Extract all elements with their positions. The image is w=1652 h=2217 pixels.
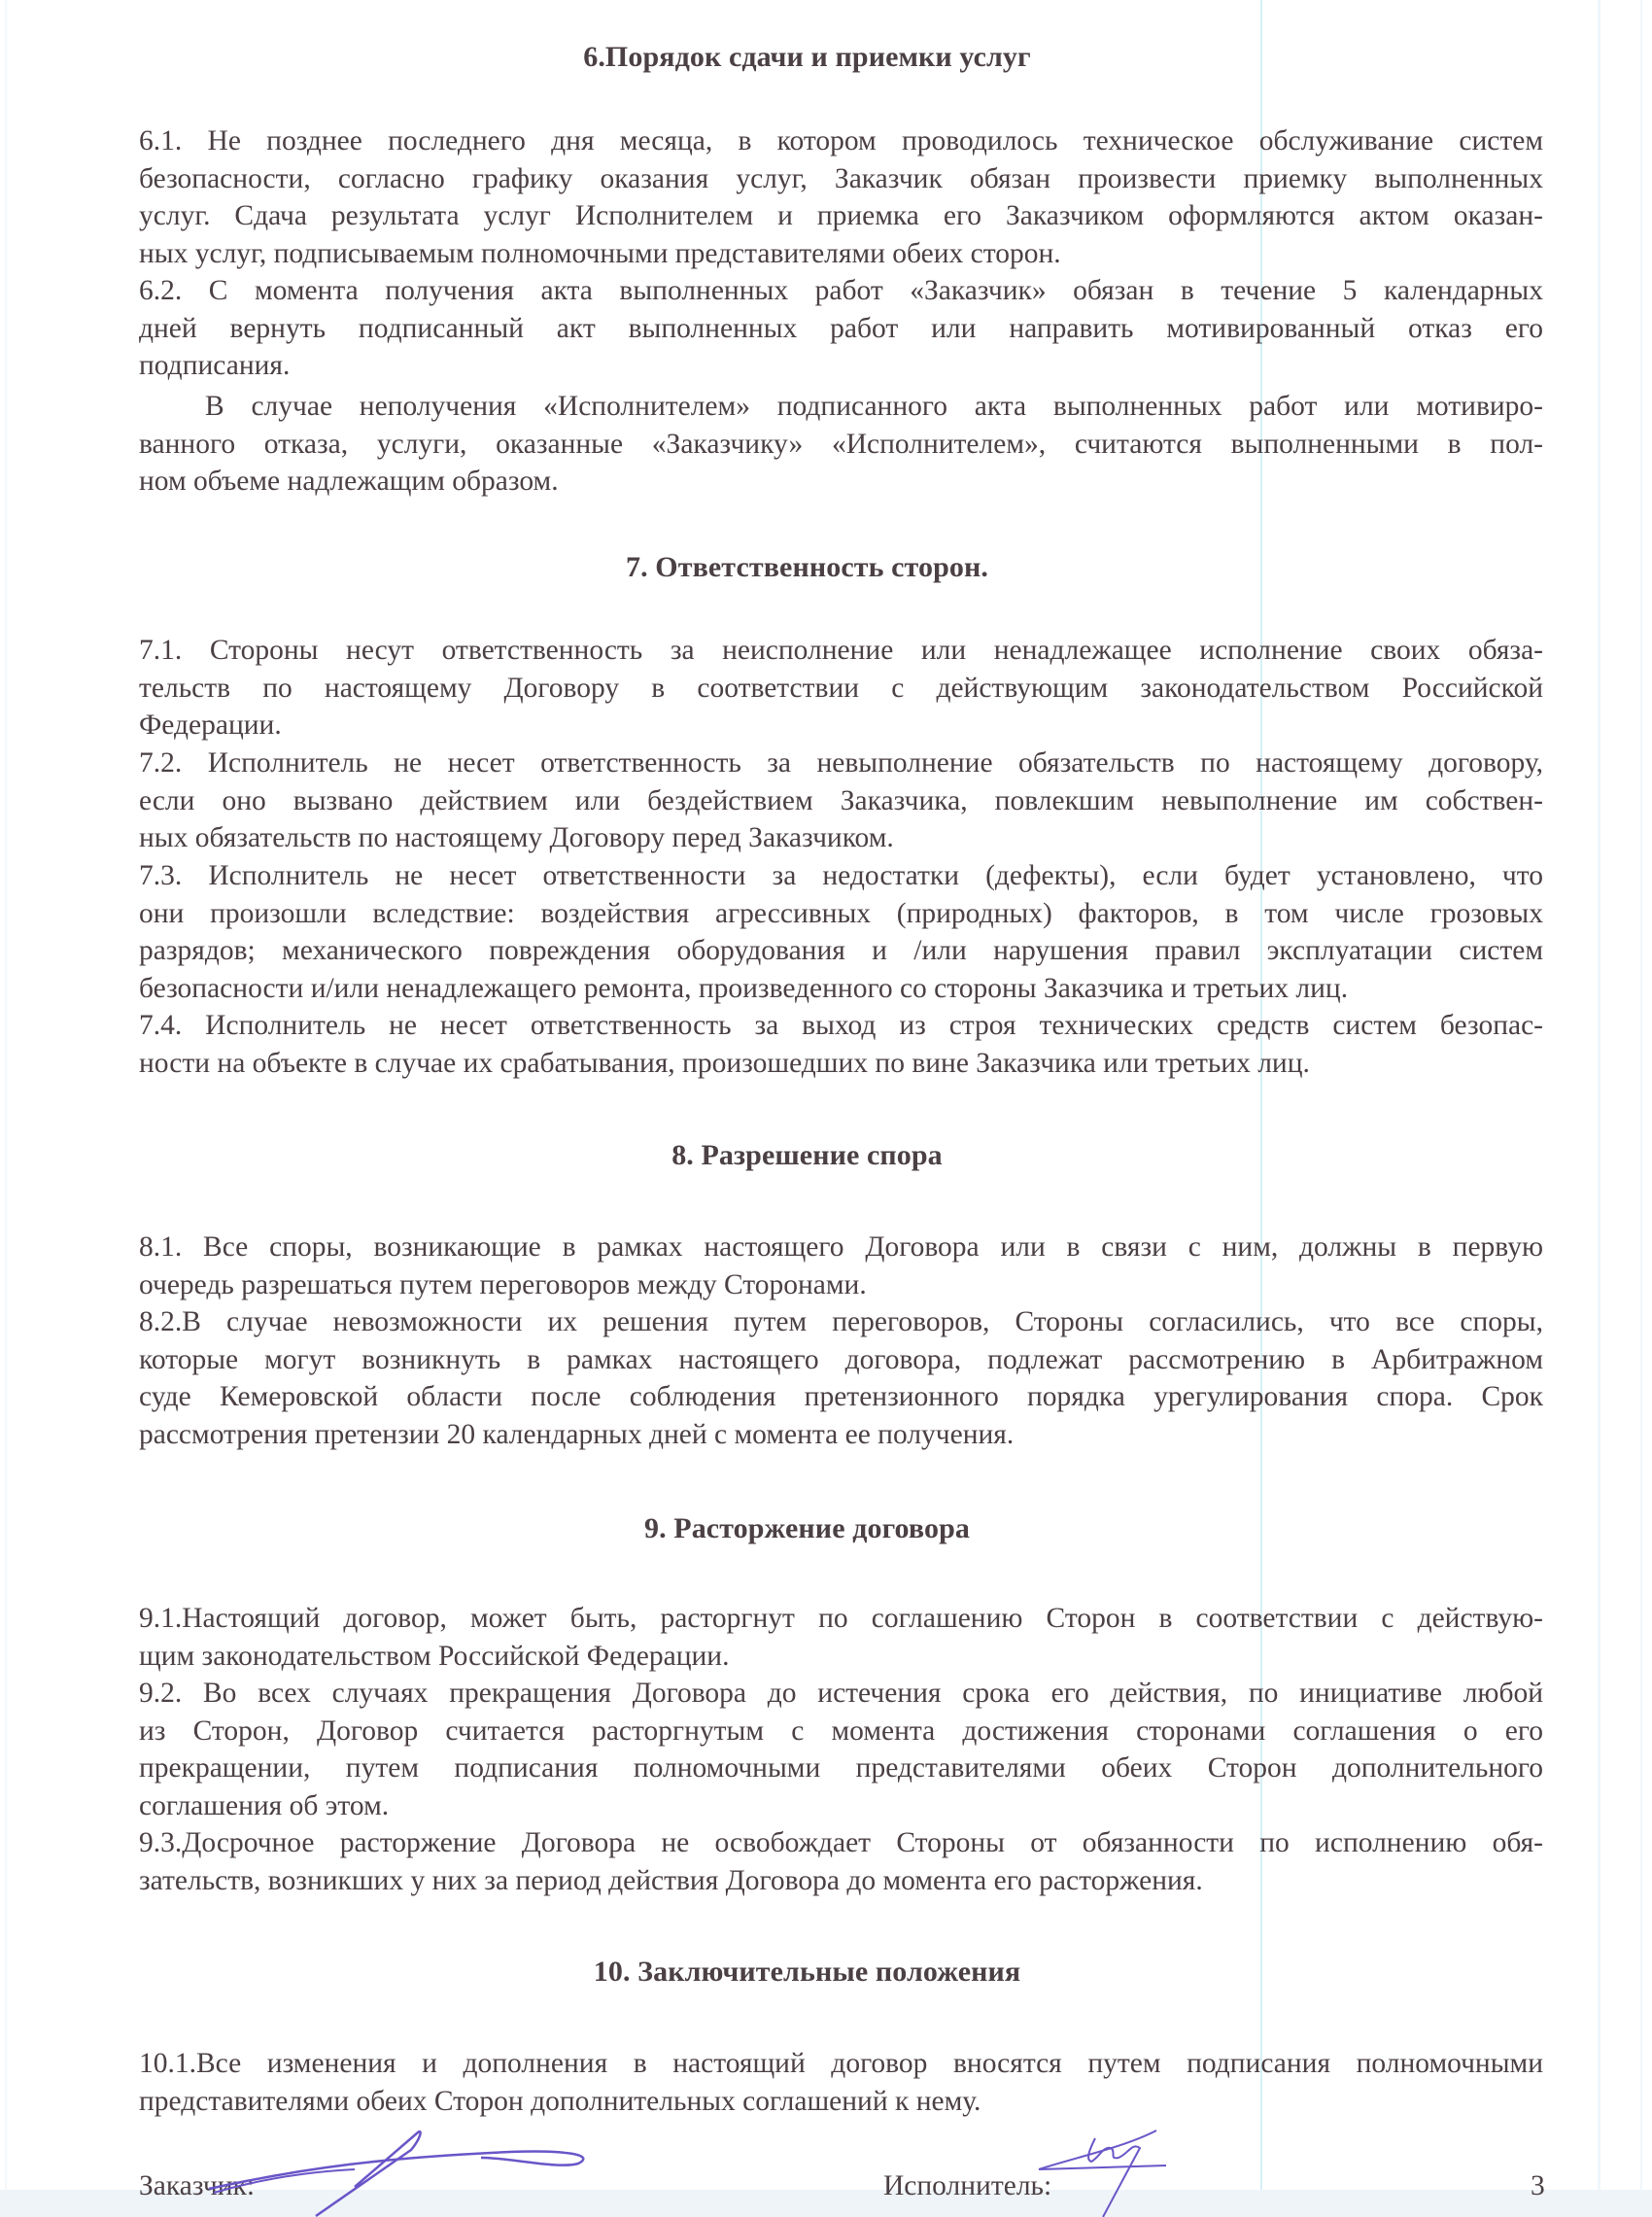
page-number: 3 xyxy=(1531,2170,1545,2201)
clause-7-3: 7.3. Исполнитель не несет ответственности за недостатки (дефекты), если будет установлено, что они произошли вследствие: воздействия агрессивных (природных) факторов, в том числе грозовых разрядов; механического повреждения оборудования и /или нарушения правил эксплуатации систем безопасности и/или ненадлежащего ремонта, произведенного со стороны Заказчика и третьих лиц. xyxy=(139,860,1543,1004)
scan-edge-line xyxy=(5,0,7,2217)
clause-7-4: 7.4. Исполнитель не несет ответственность за выход из строя технических средств систем безопас- ности на объекте в случае их срабатывания, произошедших по вине Заказчика или третьих лиц. xyxy=(139,1010,1543,1079)
section-6-heading: 6.Порядок сдачи и приемки услуг xyxy=(583,41,1031,73)
clause-7-2: 7.2. Исполнитель не несет ответственность за невыполнение обязательств по настоящему договору, если оно вызвано действием или бездействием Заказчика, повлекшим невыполнение им собствен- ных обязательств по настоящему Договору перед Заказчиком. xyxy=(139,747,1543,853)
customer-signature xyxy=(189,2129,656,2217)
contractor-signature xyxy=(1035,2129,1181,2217)
clause-9-1: 9.1.Настоящий договор, может быть, расторгнут по соглашению Сторон в соответствии с действую- щим законодательством Российской Федерации. xyxy=(139,1603,1543,1672)
clause-9-3: 9.3.Досрочное расторжение Договора не освобождает Стороны от обязанности по исполнению обя- зательств, возникших у них за период действия Договора до момента его расторжения. xyxy=(139,1827,1543,1896)
clause-7-1: 7.1. Стороны несут ответственность за неисполнение или ненадлежащее исполнение своих обяза- тельств по настоящему Договору в соответствии с действующим законодательством Российской Федерации. xyxy=(139,635,1543,741)
section-9-heading: 9. Расторжение договора xyxy=(643,1512,970,1544)
clause-8-1: 8.1. Все споры, возникающие в рамках настоящего Договора или в связи с ним, должны в первую очередь разрешаться путем переговоров между Сторонами. xyxy=(139,1231,1543,1300)
clause-6-2: 6.2. С момента получения акта выполненных работ «Заказчик» обязан в течение 5 календарных дней вернуть подписанный акт выполненных работ или направить мотивированный отказ его подписания. xyxy=(139,275,1543,381)
scan-edge-line xyxy=(1598,0,1600,2217)
clause-8-2: 8.2.В случае невозможности их решения путем переговоров, Стороны согласились, что все споры, которые могут возникнуть в рамках настоящего договора, подлежат рассмотрению в Арбитражном суде Кемеровской области после соблюдения претензионного порядка урегулирования спора. Срок рассмотрения претензии 20 календарных дней с момента ее получения. xyxy=(139,1306,1543,1450)
clause-6-2-note: В случае неполучения «Исполнителем» подписанного акта выполненных работ или мотивиро- ванного отказа, услуги, оказанные «Заказчику» «Исполнителем», считаются выполненными в пол- ном объеме надлежащим образом. xyxy=(139,391,1543,497)
section-8-heading: 8. Разрешение спора xyxy=(671,1139,943,1171)
contractor-label: Исполнитель: xyxy=(883,2170,1052,2201)
clause-6-1: 6.1. Не позднее последнего дня месяца, в котором проводилось техническое обслуживание систем безопасности, согласно графику оказания услуг, Заказчик обязан произвести приемку выполненных услуг. Сдача результата услуг Исполнителем и приемка его Заказчиком оформляются актом оказан- ных услуг, подписываемым полномочными представителями обеих сторон. xyxy=(139,125,1543,269)
clause-10-1: 10.1.Все изменения и дополнения в настоящий договор вносятся путем подписания полномочными представителями обеих Сторон дополнительных соглашений к нему. xyxy=(139,2048,1543,2117)
section-7-heading: 7. Ответственность сторон. xyxy=(626,551,988,583)
scan-edge-line xyxy=(1640,0,1642,2217)
section-10-heading: 10. Заключительные положения xyxy=(593,1956,1021,1988)
customer-label: Заказчик: xyxy=(139,2170,256,2201)
clause-9-2: 9.2. Во всех случаях прекращения Договора до истечения срока его действия, по инициативе любой из Сторон, Договор считается расторгнутым с момента достижения сторонами соглашения о его прекращении, путем подписания полномочными представителями обеих Сторон дополнительного соглашения об этом. xyxy=(139,1678,1543,1821)
